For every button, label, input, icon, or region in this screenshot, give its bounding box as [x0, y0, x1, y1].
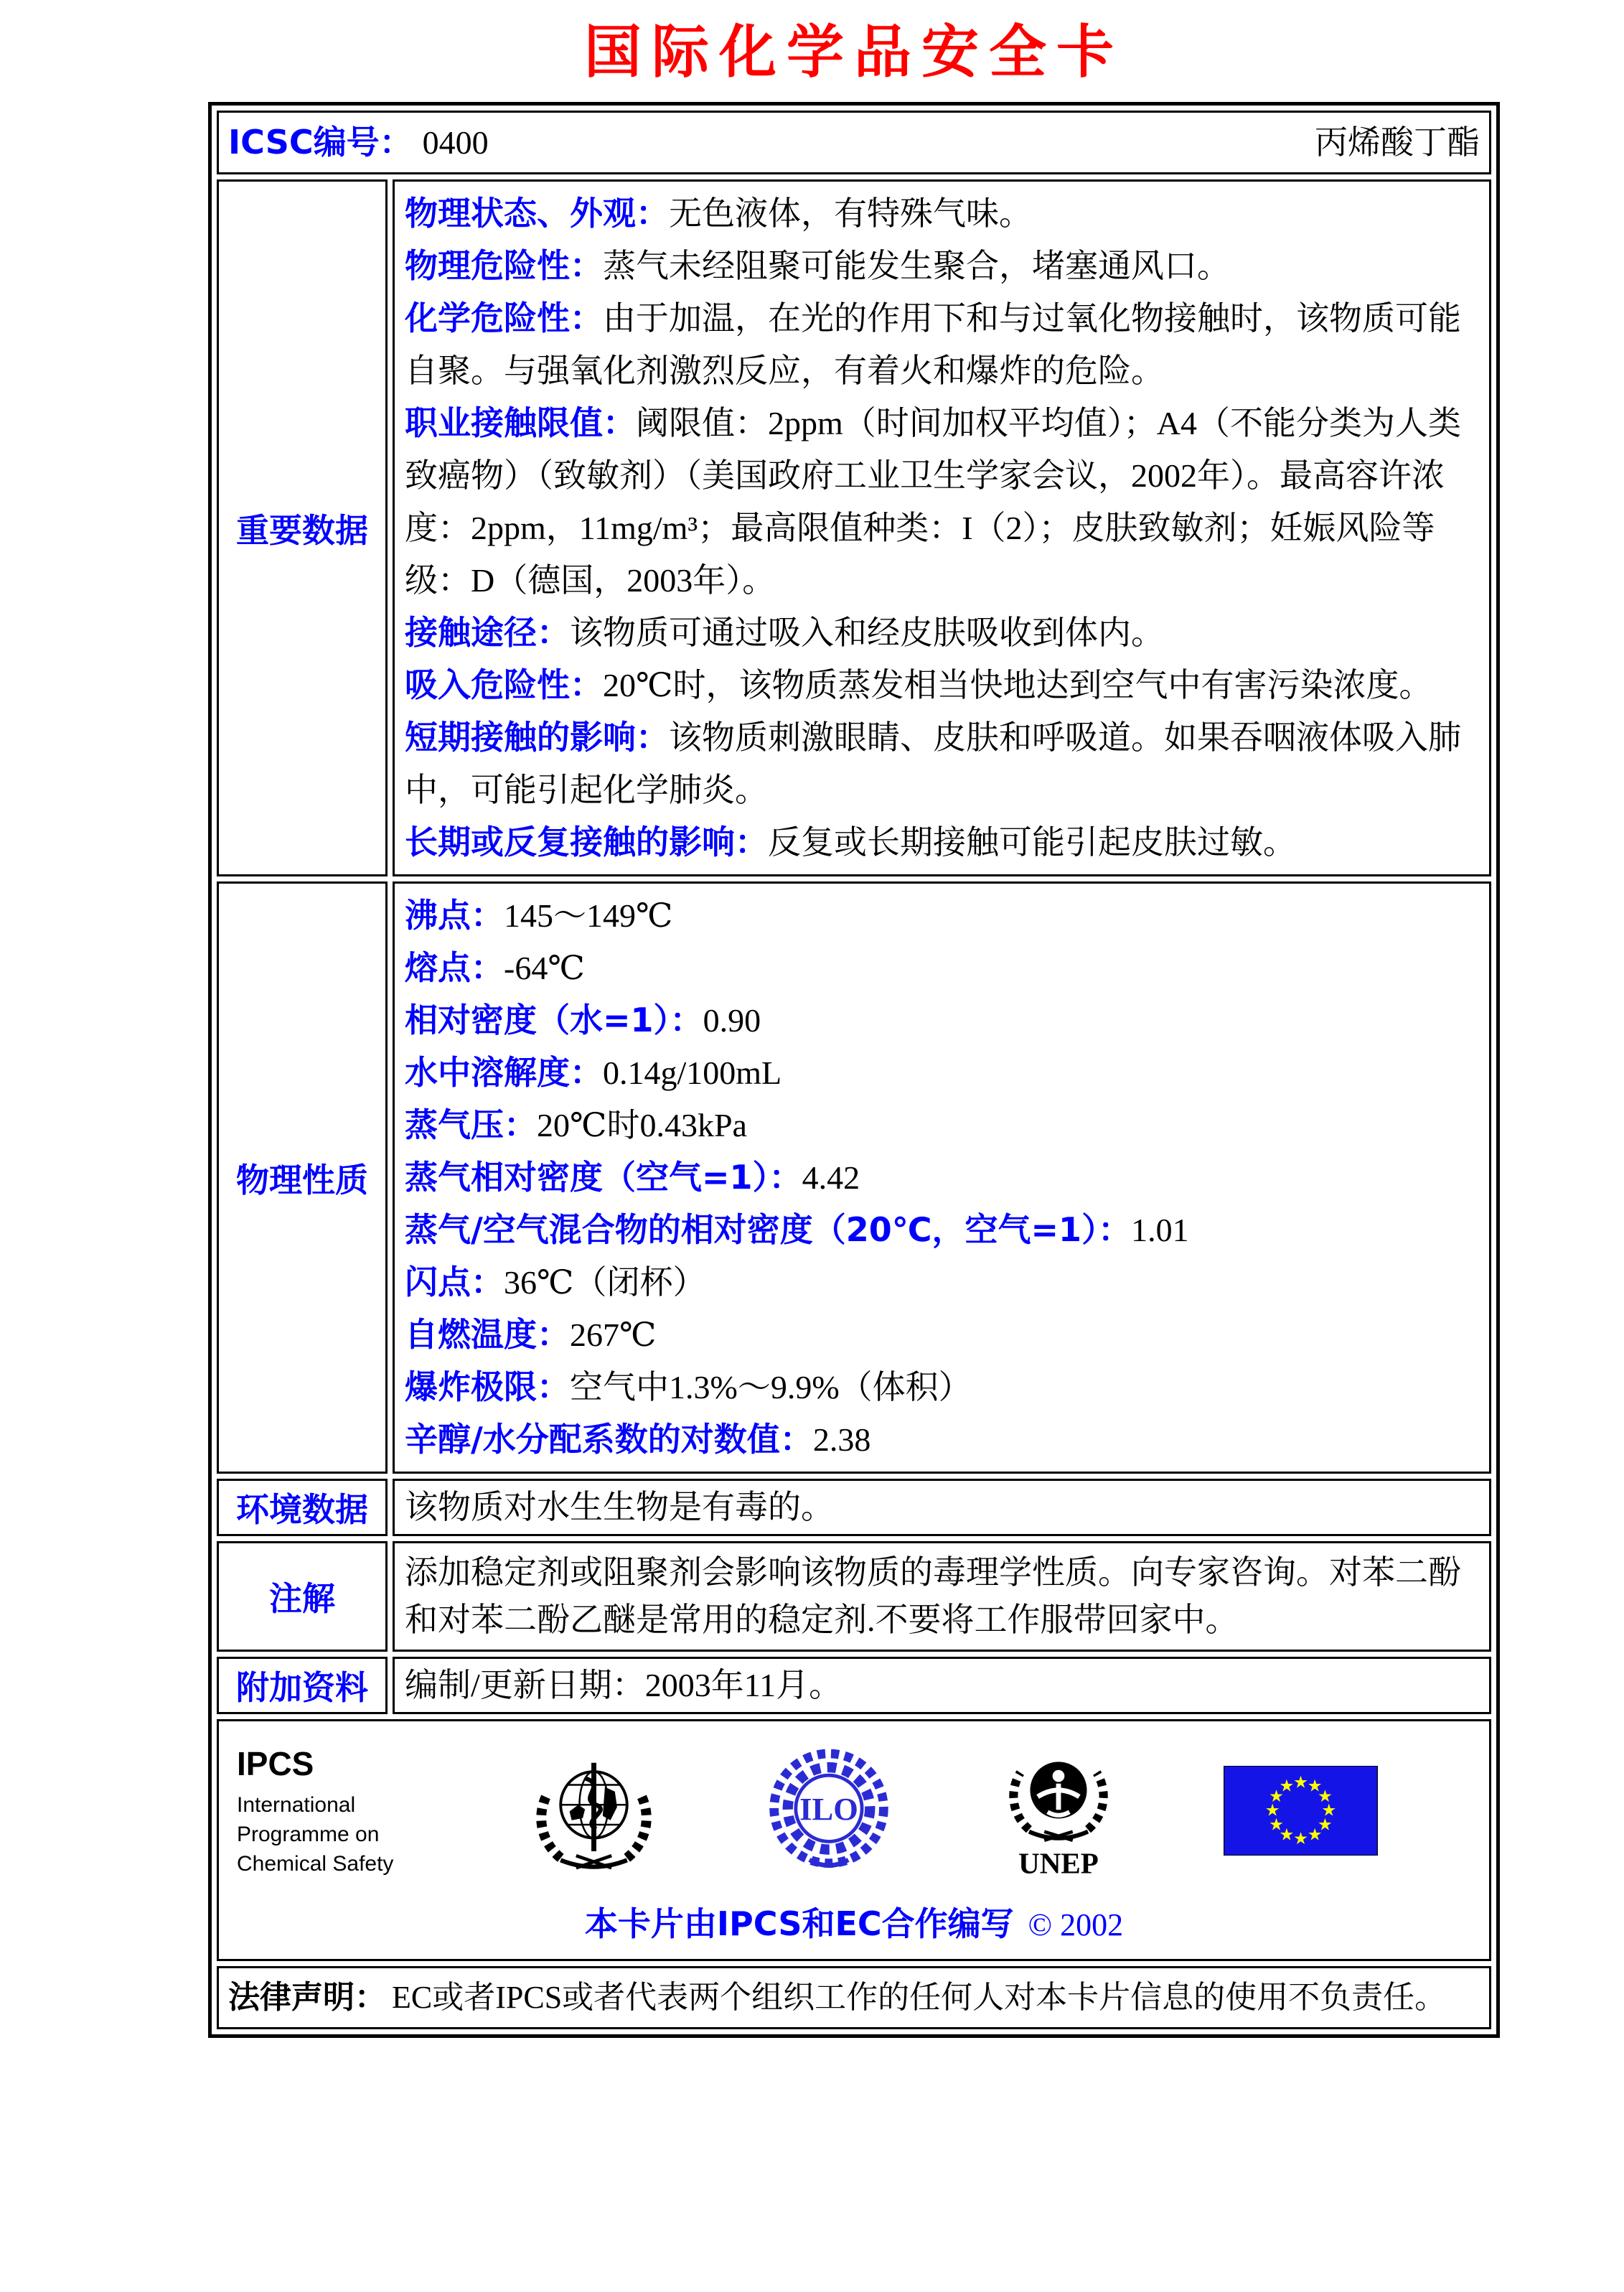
property-label: 吸入危险性：: [405, 665, 603, 704]
property-value: 阈限值：2ppm（时间加权平均值）；A4（不能分类为人类致癌物）（致敏剂）（美国政府工业卫生学家会议，2002年）。最高容许浓度：2ppm，11mg/m³；最高限值种类：I（2）；皮肤致敏剂；妊娠风险等级：D（德国，2003年）。: [405, 405, 1461, 599]
property-row: [405, 397, 1479, 607]
additional-info-row: [217, 1657, 1491, 1714]
icsc-card-table: [208, 102, 1500, 2038]
ipcs-line: International: [237, 1793, 356, 1817]
svg-text:★: ★: [1279, 1776, 1295, 1796]
ipcs-line: Chemical Safety: [237, 1852, 394, 1876]
chemical-name: 丙烯酸丁酯: [1315, 123, 1480, 161]
unep-logo-text: UNEP: [1018, 1846, 1099, 1879]
property-label: 短期接触的影响：: [405, 718, 669, 757]
section-label-environment-data: 环境数据: [217, 1479, 388, 1536]
property-value: 1.01: [1131, 1212, 1189, 1248]
icsc-number: [228, 121, 489, 164]
property-row: [405, 994, 1479, 1047]
unep-logo-icon: [998, 1742, 1120, 1882]
property-label: 自燃温度：: [405, 1315, 570, 1354]
property-label: 沸点：: [405, 896, 504, 935]
svg-text:★: ★: [1318, 1786, 1333, 1806]
ipcs-text-block: [237, 1746, 423, 1879]
property-row: [405, 1361, 1479, 1413]
property-label: 长期或反复接触的影响：: [405, 823, 768, 861]
property-value: 145～149℃: [504, 897, 673, 934]
additional-info-content: 编制/更新日期：2003年11月。: [393, 1657, 1491, 1714]
important-data-content: [393, 179, 1491, 876]
property-value: 20℃时0.43kPa: [537, 1107, 747, 1143]
svg-text:★: ★: [1279, 1825, 1295, 1845]
header-row: [217, 111, 1491, 174]
svg-text:★: ★: [1307, 1776, 1323, 1796]
property-label: 接触途径：: [405, 613, 570, 652]
important-data-row: [217, 179, 1491, 876]
footer-copyright: © 2002: [1028, 1907, 1124, 1942]
ilo-logo-text: ILO: [799, 1790, 858, 1827]
logos-cell: [217, 1719, 1491, 1961]
page-title: 国际化学品安全卡: [584, 18, 1124, 85]
environment-data-content: 该物质对水生生物是有毒的。: [393, 1479, 1491, 1536]
logos-row: [217, 1719, 1491, 1961]
property-label: 蒸气/空气混合物的相对密度（20℃，空气=1）：: [405, 1210, 1132, 1249]
section-label-notes: 注解: [217, 1541, 388, 1652]
property-row: [405, 659, 1479, 711]
property-value: 蒸气未经阻聚可能发生聚合，堵塞通风口。: [603, 248, 1230, 284]
who-logo-icon: [527, 1749, 660, 1875]
svg-text:★: ★: [1269, 1786, 1284, 1806]
ipcs-line: Programme on: [237, 1823, 380, 1846]
property-row: [405, 292, 1479, 397]
svg-text:★: ★: [1318, 1814, 1333, 1834]
property-value: 0.90: [703, 1002, 761, 1039]
property-value: 空气中1.3%～9.9%（体积）: [570, 1369, 972, 1405]
property-value: 36℃（闭杯）: [504, 1264, 706, 1301]
property-row: [405, 607, 1479, 659]
eu-flag-icon: [1224, 1766, 1378, 1859]
property-row: [405, 889, 1479, 942]
section-label-additional-info: 附加资料: [217, 1657, 388, 1714]
property-row: [405, 1256, 1479, 1309]
property-label: 物理危险性：: [405, 246, 603, 285]
property-label: 辛醇/水分配系数的对数值：: [405, 1420, 813, 1459]
property-label: 水中溶解度：: [405, 1053, 603, 1092]
svg-text:★: ★: [1307, 1825, 1323, 1845]
section-label-physical-properties: 物理性质: [217, 881, 388, 1474]
physical-properties-content: [393, 881, 1491, 1474]
property-label: 蒸气相对密度（空气=1）：: [405, 1158, 802, 1197]
physical-properties-row: [217, 881, 1491, 1474]
property-value: 267℃: [570, 1316, 657, 1353]
section-label-important-data: 重要数据: [217, 179, 388, 876]
property-row: [405, 942, 1479, 994]
property-row: [405, 711, 1479, 816]
property-value: 20℃时，该物质蒸发相当快地达到空气中有害污染浓度。: [603, 667, 1432, 703]
icsc-number-value: 0400: [422, 124, 489, 161]
property-label: 物理状态、外观：: [405, 194, 669, 233]
property-row: [405, 187, 1479, 240]
property-row: [405, 1309, 1479, 1361]
property-row: [405, 816, 1479, 869]
property-value: 由于加温，在光的作用下和与过氧化物接触时，该物质可能自聚。与强氧化剂激烈反应，有着火和爆炸的危险。: [405, 300, 1461, 389]
legal-text: EC或者IPCS或者代表两个组织工作的任何人对本卡片信息的使用不负责任。: [392, 1980, 1447, 2015]
property-value: 无色液体，有特殊气味。: [669, 195, 1032, 232]
notes-row: [217, 1541, 1491, 1652]
property-row: [405, 1413, 1479, 1466]
property-label: 爆炸极限：: [405, 1367, 570, 1406]
environment-data-row: [217, 1479, 1491, 1536]
footer-caption: [237, 1898, 1471, 1945]
property-label: 化学危险性：: [405, 299, 603, 337]
ilo-logo-icon: [764, 1748, 893, 1877]
svg-text:★: ★: [1293, 1772, 1308, 1792]
svg-text:★: ★: [1269, 1814, 1284, 1834]
header-cell: [217, 111, 1491, 174]
svg-text:★: ★: [1321, 1800, 1337, 1820]
notes-content: 添加稳定剂或阻聚剂会影响该物质的毒理学性质。向专家咨询。对苯二酚和对苯二酚乙醚是常用的稳定剂.不要将工作服带回家中。: [393, 1541, 1491, 1652]
property-value: 该物质刺激眼睛、皮肤和呼吸道。如果吞咽液体吸入肺中，可能引起化学肺炎。: [405, 719, 1461, 808]
card-page: [208, 0, 1500, 2038]
property-value: -64℃: [504, 950, 585, 986]
property-label: 蒸气压：: [405, 1105, 537, 1144]
property-label: 职业接触限值：: [405, 403, 636, 442]
property-value: 反复或长期接触可能引起皮肤过敏。: [768, 824, 1296, 861]
footer-caption-text: 本卡片由IPCS和EC合作编写: [584, 1904, 1014, 1943]
property-value: 0.14g/100mL: [603, 1054, 782, 1091]
legal-label: 法律声明：: [228, 1979, 386, 2016]
property-value: 2.38: [812, 1421, 871, 1458]
ipcs-acronym: IPCS: [237, 1745, 314, 1782]
property-label: 闪点：: [405, 1263, 504, 1301]
property-value: 4.42: [802, 1159, 860, 1196]
property-row: [405, 1099, 1479, 1151]
property-label: 相对密度（水=1）：: [405, 1001, 703, 1039]
property-row: [405, 1151, 1479, 1204]
property-row: [405, 1204, 1479, 1256]
legal-cell: [217, 1966, 1491, 2029]
svg-text:★: ★: [1293, 1828, 1308, 1848]
property-row: [405, 1047, 1479, 1099]
property-row: [405, 240, 1479, 292]
property-label: 熔点：: [405, 948, 504, 987]
icsc-number-label: ICSC编号：: [228, 123, 413, 162]
svg-text:★: ★: [1264, 1800, 1280, 1820]
legal-row: [217, 1966, 1491, 2029]
property-value: 该物质可通过吸入和经皮肤吸收到体内。: [570, 614, 1164, 651]
